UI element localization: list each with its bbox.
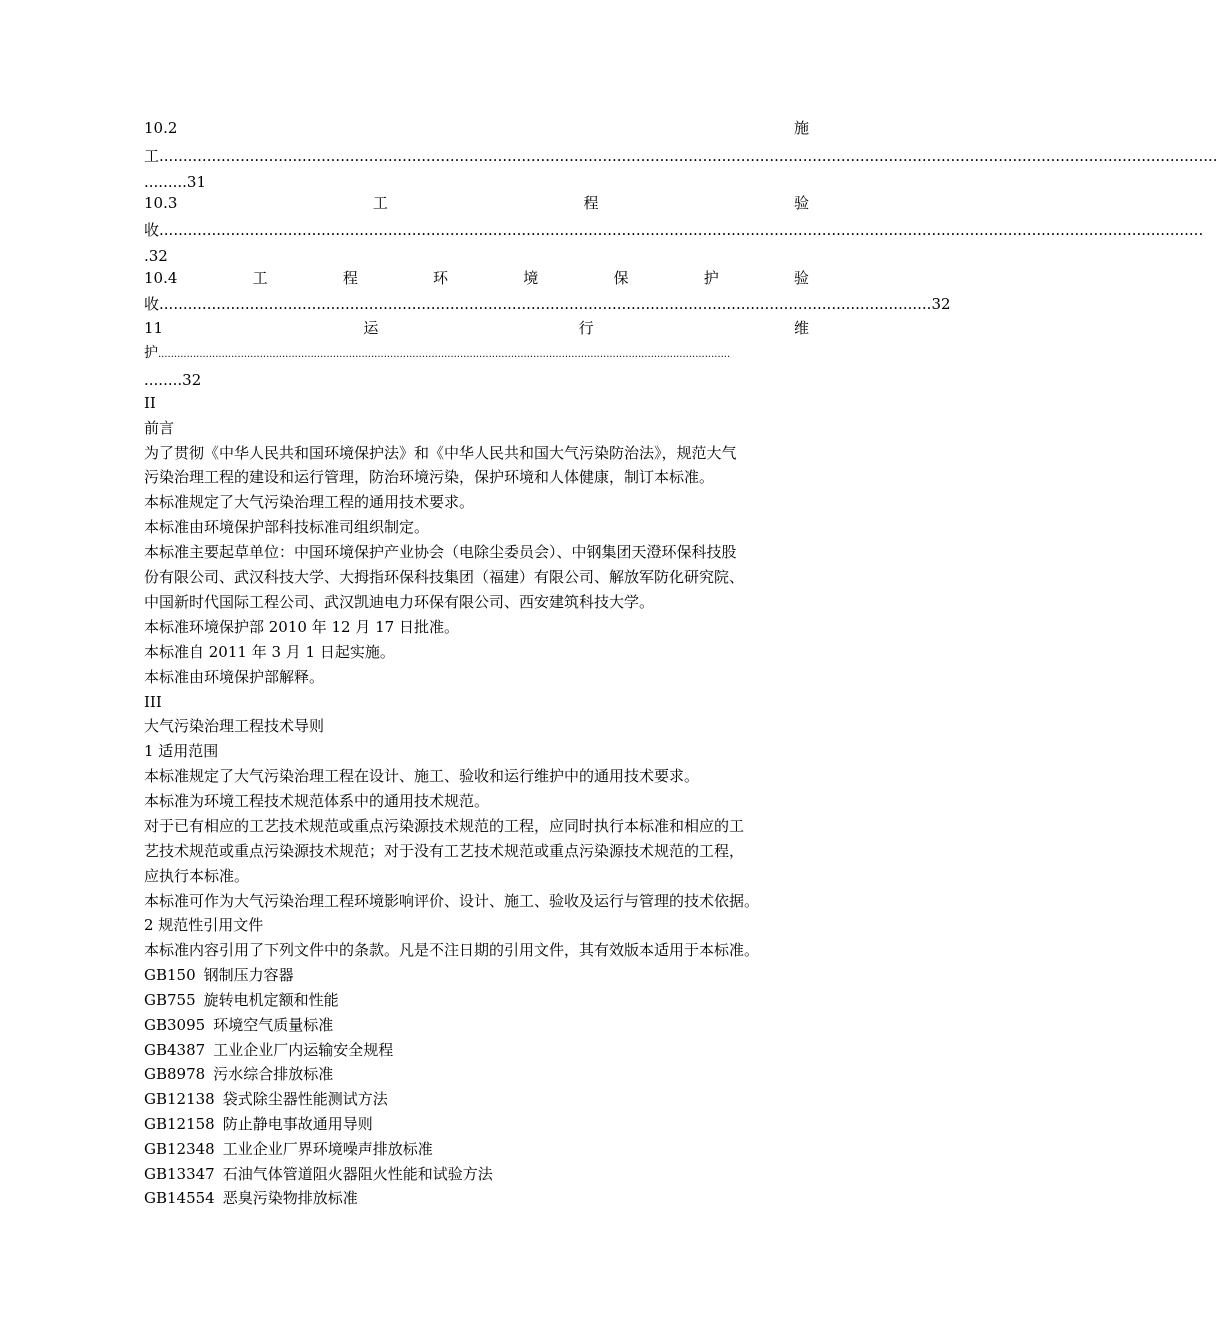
foreword-paragraph: 污染治理工程的建设和运行管理，防治环境污染，保护环境和人体健康，制订本标准。 — [144, 468, 715, 486]
standard-code: GB150 — [144, 966, 196, 984]
foreword-paragraph: 本标准环境保护部 2010 年 12 月 17 日批准。 — [144, 618, 459, 636]
standard-reference — [144, 1114, 809, 1134]
standard-code: GB8978 — [144, 1065, 206, 1083]
toc-title-tail: 工 — [144, 147, 160, 165]
section-paragraph: 应执行本标准。 — [144, 867, 250, 885]
standard-reference — [144, 1040, 809, 1060]
toc-entry-10-4-line1[interactable] — [144, 268, 809, 288]
page-number-roman: II — [144, 394, 156, 412]
foreword-heading: 前言 — [144, 419, 175, 437]
standard-name: 钢制压力容器 — [203, 966, 294, 984]
standard-name: 工业企业厂界环境噪声排放标准 — [222, 1140, 433, 1158]
section-paragraph: 本标准可作为大气污染治理工程环境影响评价、设计、施工、验收及运行与管理的技术依据。 — [144, 892, 760, 910]
section-heading: 1 适用范围 — [144, 742, 219, 760]
toc-entry-10-3-line1[interactable] — [144, 193, 809, 213]
foreword-paragraph: 本标准主要起草单位：中国环境保护产业协会（电除尘委员会）、中钢集团天澄环保科技股 — [144, 543, 737, 561]
standard-reference — [144, 1064, 809, 1084]
standard-reference — [144, 1139, 809, 1159]
standard-name: 恶臭污染物排放标准 — [222, 1189, 358, 1207]
toc-entry-10-2-line2[interactable] — [144, 146, 1218, 166]
toc-entry-10-2-line1[interactable] — [144, 118, 809, 138]
section-paragraph: 本标准为环境工程技术规范体系中的通用技术规范。 — [144, 792, 490, 810]
toc-entry-10-4-line2[interactable] — [144, 294, 951, 314]
standard-name: 石油气体管道阻火器阻火性能和试验方法 — [222, 1165, 493, 1183]
standard-name: 防止静电事故通用导则 — [222, 1115, 373, 1133]
toc-title-char: 运 — [363, 319, 379, 337]
section-paragraph: 本标准内容引用了下列文件中的条款。凡是不注日期的引用文件，其有效版本适用于本标准。 — [144, 941, 760, 959]
toc-title-char: 工 — [372, 194, 388, 212]
standard-reference — [144, 1089, 809, 1109]
toc-page-number[interactable]: .........31 — [144, 173, 206, 191]
toc-title-char: 工 — [252, 269, 268, 287]
toc-title-char: 验 — [793, 194, 809, 212]
toc-page-number[interactable]: .32 — [144, 247, 168, 265]
toc-number: 10.2 — [144, 119, 178, 137]
toc-leader-dots: ........................................................................................................................................................................................................................... — [159, 221, 1204, 239]
standard-code: GB14554 — [144, 1189, 215, 1207]
toc-entry-11-line2[interactable] — [144, 343, 809, 365]
toc-title-tail: 护 — [144, 345, 158, 361]
toc-title-tail: 收 — [144, 221, 160, 239]
toc-entry-11-line1[interactable] — [144, 318, 809, 338]
foreword-paragraph: 中国新时代国际工程公司、武汉凯迪电力环保有限公司、西安建筑科技大学。 — [144, 593, 655, 611]
toc-leader-dots: .............................................................................................................................................................................................................................. — [159, 147, 1218, 165]
standard-name: 袋式除尘器性能测试方法 — [222, 1090, 388, 1108]
standard-reference — [144, 1015, 809, 1035]
section-paragraph: 对于已有相应的工艺技术规范或重点污染源技术规范的工程，应同时执行本标准和相应的工 — [144, 817, 745, 835]
toc-title-char: 验 — [793, 269, 809, 287]
toc-title-char: 护 — [703, 269, 719, 287]
toc-number: 10.4 — [144, 269, 178, 287]
toc-title-char: 保 — [613, 269, 629, 287]
standard-reference — [144, 1164, 809, 1184]
standard-name: 旋转电机定额和性能 — [203, 991, 339, 1009]
section-paragraph: 本标准规定了大气污染治理工程在设计、施工、验收和运行维护中的通用技术要求。 — [144, 767, 700, 785]
standard-name: 污水综合排放标准 — [213, 1065, 334, 1083]
toc-leader-dots: .................................................................................................................................................................................... — [158, 349, 731, 360]
toc-page-number[interactable]: ........32 — [144, 371, 202, 389]
standard-code: GB3095 — [144, 1016, 206, 1034]
foreword-paragraph: 本标准自 2011 年 3 月 1 日起实施。 — [144, 643, 395, 661]
page-number-roman: III — [144, 693, 162, 711]
foreword-paragraph: 本标准由环境保护部解释。 — [144, 668, 325, 686]
standard-code: GB13347 — [144, 1165, 215, 1183]
toc-title-char: 程 — [583, 194, 599, 212]
toc-number: 10.3 — [144, 194, 178, 212]
standard-code: GB12138 — [144, 1090, 215, 1108]
toc-title-char: 环 — [433, 269, 449, 287]
standard-code: GB755 — [144, 991, 196, 1009]
standard-code: GB4387 — [144, 1041, 206, 1059]
toc-title-tail: 收 — [144, 295, 160, 313]
toc-leader-dots: ..................................................................................................................................................................32 — [159, 295, 951, 313]
standard-code: GB12348 — [144, 1140, 215, 1158]
standard-code: GB12158 — [144, 1115, 215, 1133]
document-title: 大气污染治理工程技术导则 — [144, 717, 325, 735]
foreword-paragraph: 份有限公司、武汉科技大学、大拇指环保科技集团（福建）有限公司、解放军防化研究院、 — [144, 568, 745, 586]
foreword-paragraph: 为了贯彻《中华人民共和国环境保护法》和《中华人民共和国大气污染防治法》，规范大气 — [144, 444, 737, 462]
foreword-paragraph: 本标准由环境保护部科技标准司组织制定。 — [144, 518, 430, 536]
toc-title-char: 行 — [578, 319, 594, 337]
standard-reference — [144, 990, 809, 1010]
toc-title-char: 境 — [523, 269, 539, 287]
foreword-paragraph: 本标准规定了大气污染治理工程的通用技术要求。 — [144, 493, 475, 511]
toc-number: 11 — [144, 319, 164, 337]
toc-title-char: 维 — [793, 319, 809, 337]
section-heading: 2 规范性引用文件 — [144, 916, 264, 934]
toc-entry-10-3-line2[interactable] — [144, 220, 1204, 240]
standard-reference — [144, 965, 809, 985]
standard-name: 工业企业厂内运输安全规程 — [213, 1041, 394, 1059]
toc-title-char: 施 — [793, 119, 809, 137]
toc-title-char: 程 — [342, 269, 358, 287]
standard-reference — [144, 1188, 809, 1208]
standard-name: 环境空气质量标准 — [213, 1016, 334, 1034]
section-paragraph: 艺技术规范或重点污染源技术规范；对于没有工艺技术规范或重点污染源技术规范的工程， — [144, 842, 745, 860]
